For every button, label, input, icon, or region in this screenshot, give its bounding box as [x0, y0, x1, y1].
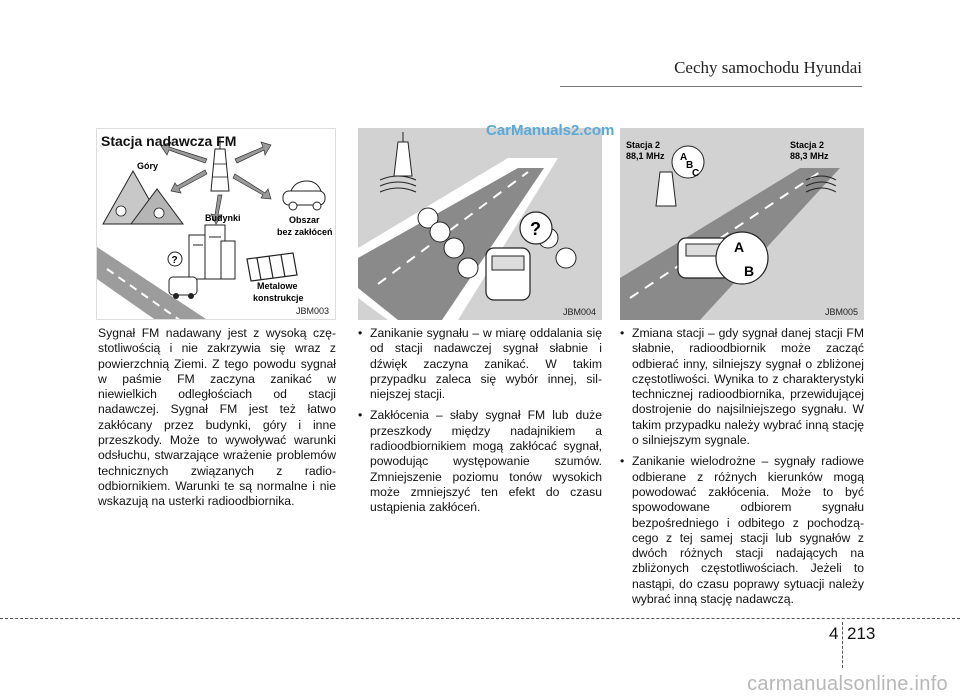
label-metal-2: konstrukcje — [253, 293, 304, 303]
bullet: • — [620, 454, 625, 469]
list-item — [620, 454, 864, 607]
tower-left-icon — [656, 172, 676, 206]
list-item-text: Zmiana stacji – gdy sygnał danej stacji FM słabnie, radioodbiornik może zacząć odbierać inny, silniejszy sygnał o zbliżonej częstotliwości. Wynika to z charakterystyki technicznej radioodbiornika, przewidującej dostrojenie do najsilniejszego sygnału. W takim przypadku należy wybrać inną stację o silniejszym sygnale. — [632, 326, 864, 448]
bullet: • — [620, 326, 625, 340]
signal-fade-illustration — [358, 128, 602, 320]
paragraph: Sygnał FM nadawany jest z wysoką częstotliwością i nie zakrzywia się wraz z powierzchnią Ziemi. Z tego powodu sygnał w paśmie FM zaczyna zanikać w niewielkich odległościach od stacji nadawczej. Sygnał FM jest też łatwo zakłócany przez budynki, góry i inne przeszkody. Może to wywoływać warunki odsłuchu, stwarzające wrażenie problemów technicznych związanych z radioodbiornikiem. Warunki te są normalne i nie wskazują na usterki radioodbiornika. — [98, 326, 336, 509]
label-station-left: Stacja 2 — [626, 140, 661, 150]
watermark: CarManuals2.com — [486, 122, 615, 139]
letter-c: C — [692, 168, 700, 179]
running-header: Cechy samochodu Hyundai — [674, 58, 862, 77]
column-right — [620, 326, 864, 613]
figure-code: JBM004 — [562, 307, 596, 317]
car-on-road-icon — [169, 277, 197, 299]
figure-code: JBM003 — [295, 306, 329, 316]
letter-b-large: B — [744, 263, 755, 279]
station-swapping-illustration — [620, 128, 864, 320]
question-mark: ? — [530, 219, 541, 239]
site-watermark: carmanualsonline.info — [747, 673, 948, 695]
label-area: Obszar — [289, 215, 320, 225]
signal-waves-icon — [380, 176, 416, 192]
bullet: • — [358, 326, 363, 340]
label-buildings: Budynki — [205, 213, 241, 223]
letter-a: A — [680, 152, 688, 163]
bullet: • — [358, 408, 363, 423]
column-left — [98, 326, 336, 510]
car-icon — [486, 248, 530, 300]
chapter-number: 4 — [829, 624, 839, 643]
footer-dashed-rule — [0, 618, 960, 619]
label-mountains: Góry — [137, 161, 159, 171]
list-item — [620, 326, 864, 448]
list-item-text: Zakłócenia – słaby sygnał FM lub duże przeszkody między nadajnikiem a radioodbiornikiem mogą zakłócać sygnał, powodując występowanie szumów. Zmniejszenie poziomu tonów wysokich może zmniejszyć ten efekt do czasu ustąpienia zakłóceń. — [370, 408, 602, 515]
figure-fm-station — [96, 128, 336, 320]
page-number-divider — [842, 622, 843, 668]
figure-code: JBM005 — [824, 307, 858, 317]
label-freq-left: 88,1 MHz — [626, 151, 665, 161]
list-item — [358, 326, 602, 402]
letter-b: B — [686, 160, 694, 171]
label-freq-right: 88,3 MHz — [790, 151, 829, 161]
figure-station-swapping — [620, 128, 864, 320]
car-icon — [283, 181, 325, 210]
label-station-right: Stacja 2 — [790, 140, 825, 150]
header-rule — [560, 86, 862, 87]
letter-a-large: A — [734, 239, 745, 255]
list-item-text: Zanikanie wielodrożne – sygnały radiowe odbierane z różnych kierunków mogą powodować zakłócenia. Może to być spowodowane odbiorem sygnału bezpośredniego i odbitego z pochodzącego z tej samej stacji lub sygnałów z dwóch różnych stacji nadających na zbliżonych częstotliwościach. Jeżeli to nastąpi, do czasu poprawy sytuacji należy wybrać inną stację nadawczą. — [632, 454, 864, 607]
list-item-text: Zanikanie sygnału – w miarę oddalania się od stacji nadawczej sygnał słabnie i dźwięk zaczyna zanikać. W takim przypadku zaleca się wybór innej, silniejszej stacji. — [370, 326, 602, 402]
question-mark: ? — [171, 255, 178, 266]
fm-station-illustration — [97, 129, 336, 320]
tower-icon — [394, 132, 412, 176]
list-item — [358, 408, 602, 515]
page-number: 213 — [847, 624, 876, 643]
figure-title: Stacja nadawcza FM — [101, 133, 237, 149]
figure-signal-fade — [358, 128, 602, 320]
label-area-2: bez zakłóceń — [277, 227, 333, 237]
column-middle — [358, 326, 602, 522]
label-metal: Metalowe — [257, 281, 298, 291]
